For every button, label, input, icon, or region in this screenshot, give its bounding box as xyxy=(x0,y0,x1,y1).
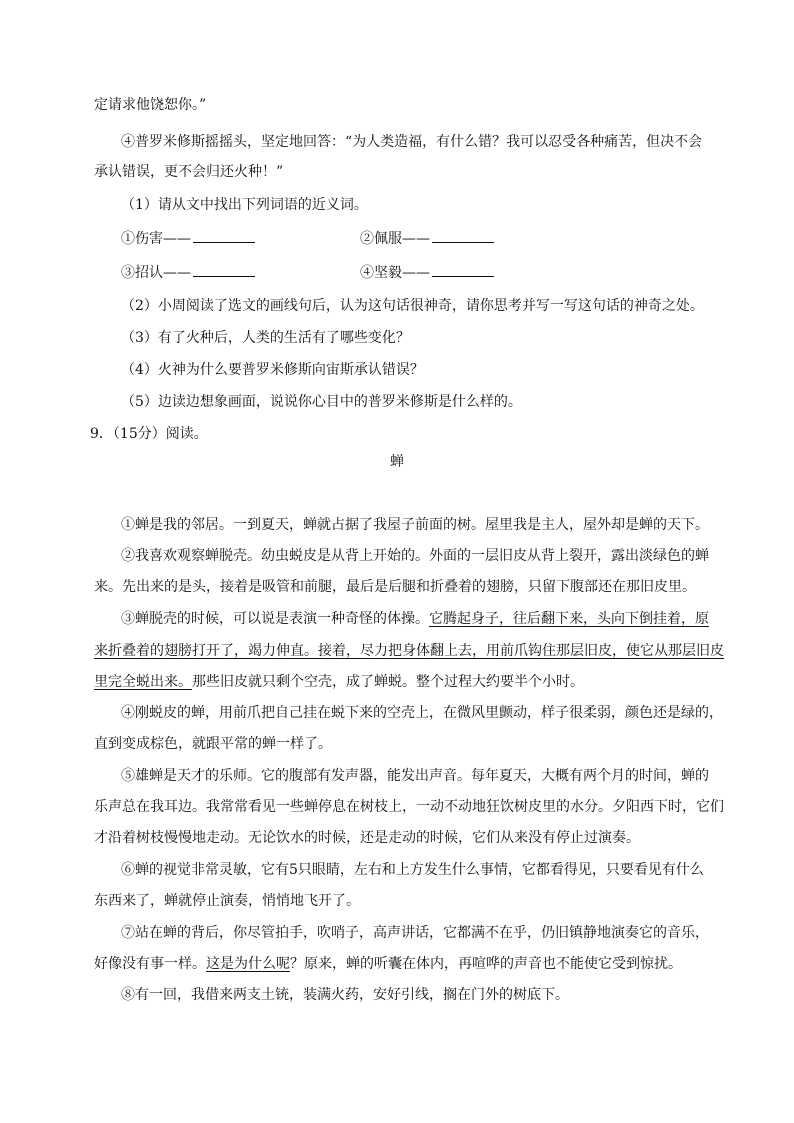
passage-line-0: 定请求他饶恕你。” xyxy=(94,97,207,113)
q9-p3-text: ③蝉脱壳的时候，可以说是表演一种奇怪的体操。 xyxy=(121,611,429,627)
q9-p3-line3 xyxy=(94,673,734,691)
answer-blank[interactable] xyxy=(193,264,255,277)
q8-sub3: （3）有了火种后，人类的生活有了哪些变化？ xyxy=(121,330,410,346)
q8-sub2: （2）小周阅读了选文的画线句后，认为这句话很神奇，请你思考并写一写这句话的神奇之处。 xyxy=(121,298,704,314)
q9-p4-line2: 直到变成棕色，就跟平常的蝉一样了。 xyxy=(94,736,332,752)
q9-p6-line1: ⑥蝉的视觉非常灵敏，它有5只眼睛，左右和上方发生什么事情，它都看得见，只要看见有什么 xyxy=(121,862,704,878)
q8-word-4: ④坚毅—— xyxy=(360,264,494,282)
q9-p4-line1: ④刚蜕皮的蝉，用前爪把自己挂在蜕下来的空壳上，在微风里颤动，样子很柔弱，颜色还是绿的， xyxy=(121,705,723,721)
q9-p3-underlined: 它腾起身子，往后翻下来，头向下倒挂着，原 xyxy=(429,611,709,627)
q9-p8: ⑧有一回，我借来两支土铳，装满火药，安好引线，搁在门外的树底下。 xyxy=(121,987,569,1003)
answer-blank[interactable] xyxy=(432,230,494,243)
q9-p3-underlined: 来折叠着的翅膀打开了，竭力伸直。接着，尽力把身体翻上去，用前爪钩住那层旧皮，使它从那层旧皮 xyxy=(94,643,724,659)
q9-p7-line2 xyxy=(94,955,734,973)
q9-title: 蝉 xyxy=(390,454,404,470)
q9-p2-line2: 来。先出来的是头，接着是吸管和前腿，最后是后腿和折叠着的翅膀，只留下腹部还在那旧皮里。 xyxy=(94,579,696,595)
q9-header: 9．（15分）阅读。 xyxy=(90,426,208,442)
answer-blank[interactable] xyxy=(432,264,494,277)
q9-p7-line1: ⑦站在蝉的背后，你尽管拍手，吹哨子，高声讲话，它都满不在乎，仍旧镇静地演奏它的音乐， xyxy=(121,925,709,941)
q9-p7-underlined: 这是为什么呢 xyxy=(206,956,290,972)
q8-sub1: （1）请从文中找出下列词语的近义词。 xyxy=(121,197,368,213)
q9-p7-text: 好像没有事一样。 xyxy=(94,956,206,972)
q9-p5-line2: 乐声总在我耳边。我常常看见一些蝉停息在树枝上，一动不动地狂饮树皮里的水分。夕阳西下时，它们 xyxy=(94,799,724,815)
q8-word-3: ③招认—— xyxy=(121,264,255,282)
answer-blank[interactable] xyxy=(193,230,255,243)
q9-p7-text: ？原来，蝉的听囊在体内，再喧哗的声音也不能使它受到惊扰。 xyxy=(290,956,682,972)
passage-p4-line2: 承认错误，更不会归还火种！” xyxy=(94,164,284,180)
q9-p5-line1: ⑤雄蝉是天才的乐师。它的腹部有发声器，能发出声音。每年夏天，大概有两个月的时间，蝉的 xyxy=(121,768,709,784)
q9-p6-line2: 东西来了，蝉就停止演奏，悄悄地飞开了。 xyxy=(94,893,360,909)
q8-sub4: （4）火神为什么要普罗米修斯向宙斯承认错误？ xyxy=(121,362,424,378)
q8-word-2: ②佩服—— xyxy=(360,230,494,248)
q8-word-1: ①伤害—— xyxy=(121,230,255,248)
q9-p1: ①蝉是我的邻居。一到夏天，蝉就占据了我屋子前面的树。屋里我是主人，屋外却是蝉的天下。 xyxy=(121,517,709,533)
q8-sub5: （5）边读边想象画面，说说你心目中的普罗米修斯是什么样的。 xyxy=(121,394,522,410)
q9-p3-line1 xyxy=(121,610,761,628)
q9-p3-underlined: 里完全蜕出来。 xyxy=(94,674,192,690)
q9-p5-line3: 才沿着树枝慢慢地走动。无论饮水的时候，还是走动的时候，它们从来没有停止过演奏。 xyxy=(94,830,640,846)
q9-p3-text: 那些旧皮就只剩个空壳，成了蝉蜕。整个过程大约要半个小时。 xyxy=(192,674,584,690)
passage-p4-line1: ④普罗米修斯摇摇头，坚定地回答：“为人类造福，有什么错？我可以忍受各种痛苦，但决不会 xyxy=(121,134,703,150)
q9-p2-line1: ②我喜欢观察蝉脱壳。幼虫蜕皮是从背上开始的。外面的一层旧皮从背上裂开，露出淡绿色的蝉 xyxy=(121,548,709,564)
q9-p3-line2 xyxy=(94,642,734,660)
